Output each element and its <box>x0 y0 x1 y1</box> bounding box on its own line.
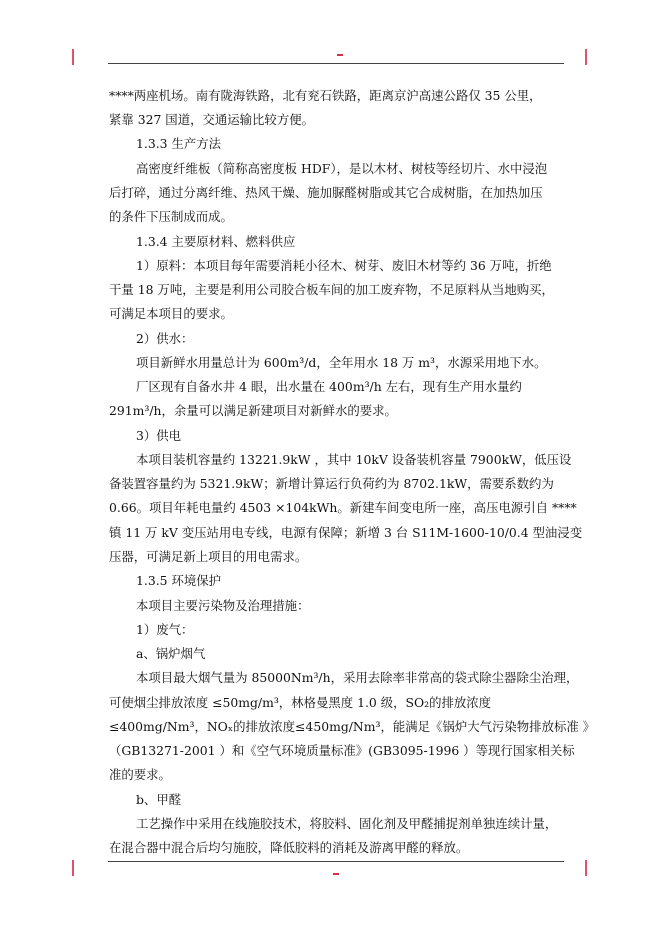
text-line: 高密度纤维板（简称高密度板 HDF），是以木材、树枝等经切片、水中浸泡 <box>136 161 548 176</box>
text-span: ≤400mg/Nm³，NO <box>109 719 228 734</box>
text-line: 在混合器中混合后均匀施胶，降低胶料的消耗及游离甲醛的释放。 <box>109 840 469 855</box>
text-line: 本项目最大烟气量为 85000Nm³/h，采用去除率非常高的袋式除尘器除尘治理， <box>136 670 579 685</box>
text-span: 可使烟尘排放浓度 ≤50mg/m³，林格曼黑度 1.0 级，SO <box>109 695 425 710</box>
text-line: 项目新鲜水用量总计为 600m³/d，全年用水 18 万 m³，水源采用地下水。 <box>136 355 547 370</box>
text-line: 干量 18 万吨，主要是利用公司胶合板车间的加工废弃物，不足原料从当地购买， <box>109 282 554 297</box>
text-line: 0.66。项目年耗电量约 4503 ×104kWh。新建车间变电所一座，高压电源引自 **** <box>109 500 577 515</box>
text-line: 压器，可满足新上项目的用电需求。 <box>109 549 308 564</box>
text-line: 镇 11 万 kV 变压站用电专线，电源有保障；新增 3 台 S11M-1600-10/0.4 型油浸变 <box>109 525 583 540</box>
text-line: 3）供电 <box>136 428 182 443</box>
header-rule <box>108 63 564 64</box>
text-line: （GB13271-2001 ）和《空气环境质量标准》(GB3095-1996 ）等现行国家相关标 <box>109 743 575 758</box>
text-line: ****两座机场。南有陇海铁路，北有兖石铁路，距离京沪高速公路仅 35 公里， <box>109 88 542 103</box>
margin-mark <box>585 860 587 876</box>
text-line: 1）废气： <box>136 622 194 637</box>
text-line: 可满足本项目的要求。 <box>109 306 233 321</box>
footer-rule <box>108 861 564 862</box>
margin-mark <box>72 49 74 65</box>
text-line: 291m³/h，余量可以满足新建项目对新鲜水的要求。 <box>109 403 397 418</box>
text-span: ₓ的排放浓度≤450mg/Nm³，能满足《锅炉大气污染物排放标准 》 <box>227 719 596 734</box>
text-line: a、锅炉烟气 <box>136 646 206 661</box>
text-line: 后打碎，通过分离纤维、热风干燥、施加脲醛树脂或其它合成树脂，在加热加压 <box>109 185 543 200</box>
text-line: 备装置容量约为 5321.9kW；新增计算运行负荷约为 8702.1kW，需要系数约为 <box>109 476 554 491</box>
text-line: b、甲醛 <box>136 792 182 807</box>
text-line: 1）原料：本项目每年需要消耗小径木、树芽、废旧木材等约 36 万吨，折绝 <box>136 258 552 273</box>
text-line <box>109 719 595 735</box>
text-line: 本项目主要污染物及治理措施： <box>136 598 310 613</box>
header-mark <box>337 54 343 56</box>
section-heading: 1.3.4 主要原材料、燃料供应 <box>136 234 296 249</box>
text-line: 2）供水： <box>136 331 194 346</box>
footer-mark <box>333 873 339 875</box>
text-line: 厂区现有自备水井 4 眼，出水量在 400m³/h 左右，现有生产用水量约 <box>136 379 522 394</box>
text-line: 本项目装机容量约 13221.9kW ，其中 10kV 设备装机容量 7900kW，低压设 <box>136 452 572 467</box>
text-line: 紧靠 327 国道，交通运输比较方便。 <box>109 112 314 127</box>
section-heading: 1.3.5 环境保护 <box>136 573 222 588</box>
text-line: 工艺操作中采用在线施胶技术，将胶料、固化剂及甲醛捕捉剂单独连续计量， <box>136 816 558 831</box>
text-line: 准的要求。 <box>109 767 171 782</box>
text-line: 的条件下压制成而成。 <box>109 209 233 224</box>
text-line <box>109 695 491 711</box>
section-heading: 1.3.3 生产方法 <box>136 136 222 151</box>
margin-mark <box>72 860 74 876</box>
margin-mark <box>585 49 587 65</box>
text-span: ₂的排放浓度 <box>424 695 492 710</box>
